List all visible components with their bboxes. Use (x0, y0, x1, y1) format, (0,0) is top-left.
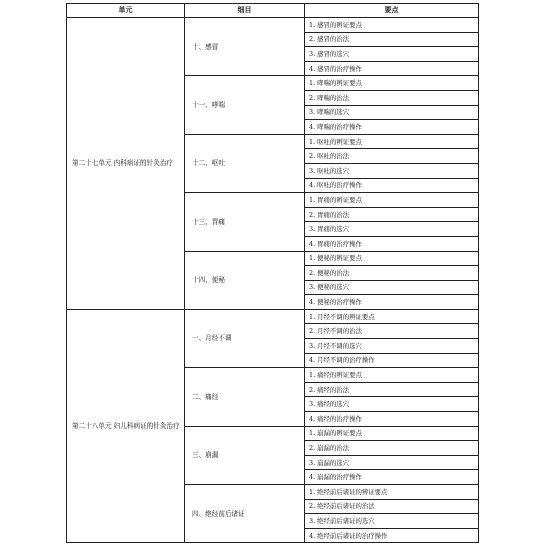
unit-title: 第二十七单元 内科病证的针灸治疗 (67, 18, 185, 310)
point-cell: 4. 崩漏的治疗操作 (305, 470, 479, 485)
point-cell: 1. 崩漏的辨证要点 (305, 426, 479, 441)
point-cell: 2. 胃痛的治法 (305, 207, 479, 222)
item-name: 三、崩漏 (185, 426, 305, 484)
item-name: 十三、胃痛 (185, 193, 305, 251)
item-name: 四、绝经前后诸证 (185, 485, 305, 543)
point-cell: 1. 绝经前后诸证的辨证要点 (305, 485, 479, 500)
point-cell: 1. 胃痛的辨证要点 (305, 193, 479, 208)
table-row (67, 309, 479, 324)
header-unit: 单元 (67, 4, 185, 18)
item-name: 二、痛经 (185, 368, 305, 426)
point-cell: 2. 哮喘的治法 (305, 90, 479, 105)
point-cell: 2. 痛经的治法 (305, 382, 479, 397)
point-cell: 2. 月经不调的治法 (305, 324, 479, 339)
point-cell: 2. 呕吐的治法 (305, 149, 479, 164)
point-cell: 1. 哮喘的辨证要点 (305, 76, 479, 91)
item-name: 十一、哮喘 (185, 76, 305, 134)
point-cell: 3. 感冒的选穴 (305, 47, 479, 62)
header-row (67, 4, 479, 18)
point-cell: 2. 绝经前后诸证的治法 (305, 499, 479, 514)
point-cell: 1. 呕吐的辨证要点 (305, 134, 479, 149)
point-cell: 1. 便秘的辨证要点 (305, 251, 479, 266)
point-cell: 1. 感冒的辨证要点 (305, 18, 479, 33)
point-cell: 3. 呕吐的选穴 (305, 163, 479, 178)
point-cell: 4. 绝经前后诸证的治疗操作 (305, 528, 479, 543)
point-cell: 1. 月经不调的辨证要点 (305, 309, 479, 324)
point-cell: 2. 感冒的治法 (305, 32, 479, 47)
point-cell: 3. 崩漏的选穴 (305, 455, 479, 470)
header-item: 细目 (185, 4, 305, 18)
syllabus-table (66, 3, 479, 543)
table-row (67, 18, 479, 33)
item-name: 十二、呕吐 (185, 134, 305, 192)
point-cell: 1. 痛经的辨证要点 (305, 368, 479, 383)
point-cell: 4. 感冒的治疗操作 (305, 61, 479, 76)
point-cell: 2. 便秘的治法 (305, 266, 479, 281)
point-cell: 4. 哮喘的治疗操作 (305, 120, 479, 135)
point-cell: 3. 便秘的选穴 (305, 280, 479, 295)
point-cell: 4. 胃痛的治疗操作 (305, 236, 479, 251)
unit-title: 第二十八单元 妇儿科病证的针灸治疗 (67, 309, 185, 543)
item-name: 十、感冒 (185, 18, 305, 76)
point-cell: 3. 月经不调的选穴 (305, 339, 479, 354)
point-cell: 4. 月经不调的治疗操作 (305, 353, 479, 368)
item-name: 一、月经不调 (185, 309, 305, 367)
header-points: 要点 (305, 4, 479, 18)
point-cell: 3. 胃痛的选穴 (305, 222, 479, 237)
point-cell: 3. 哮喘的选穴 (305, 105, 479, 120)
point-cell: 4. 便秘的治疗操作 (305, 295, 479, 310)
point-cell: 4. 呕吐的治疗操作 (305, 178, 479, 193)
item-name: 十四、便秘 (185, 251, 305, 309)
table-body (67, 18, 479, 543)
syllabus-sheet (66, 3, 478, 543)
point-cell: 3. 痛经的选穴 (305, 397, 479, 412)
point-cell: 2. 崩漏的治法 (305, 441, 479, 456)
point-cell: 4. 痛经的治疗操作 (305, 412, 479, 427)
point-cell: 3. 绝经前后诸证的选穴 (305, 514, 479, 529)
